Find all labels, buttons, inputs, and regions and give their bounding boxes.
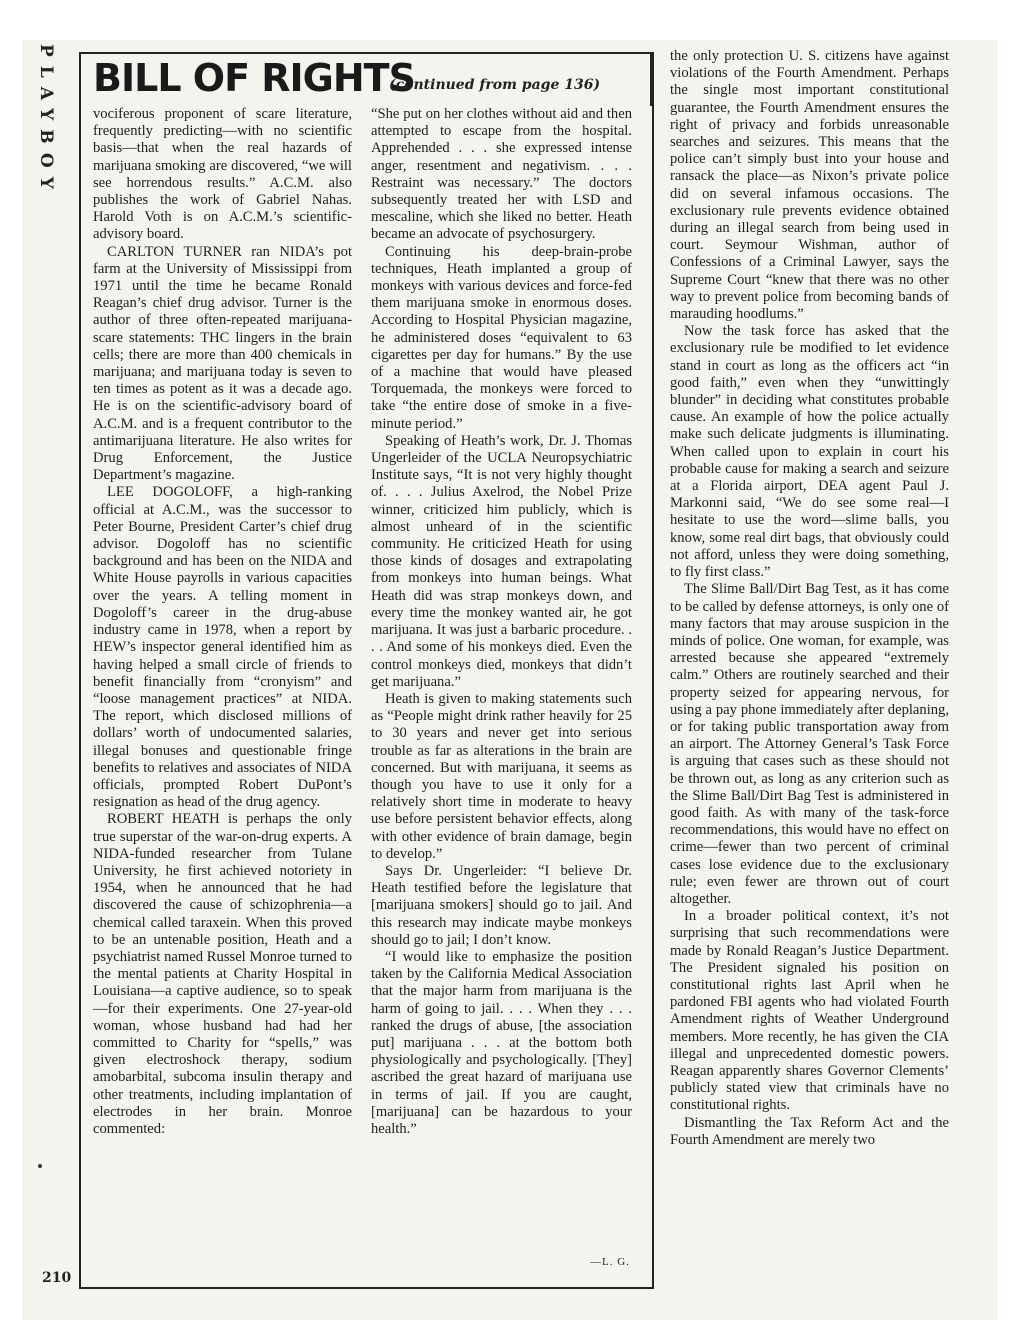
text-column-2 bbox=[371, 106, 632, 1138]
paragraph: In a broader political context, it’s not surprising that such recommendations were made by Ronald Reagan’s Justice Department. The President signaled his position on constitutional rights last April when he pardoned FBI agents who had violated Fourth Amendment rights of Weather Underground members. More recently, he has given the CIA illegal and unprecedented domestic powers. Reagan apparently shares Governor Clements’ publicly stated view that criminals have no constitutional rights. bbox=[670, 908, 949, 1114]
box-border-bottom bbox=[79, 1287, 654, 1289]
magazine-name: PLAYBOY bbox=[36, 44, 56, 198]
paragraph: The Slime Ball/Dirt Bag Test, as it has come to be called by defense attorneys, is only one of many factors that may arouse suspicion in the minds of police. One woman, for example, was arrested because she appeared “extremely calm.” Others are routinely searched and their property seized for appearing nervous, for using a pay phone immediately after deplaning, or for taking public transportation away from an airport. The Attorney General’s Task Force is arguing that cases such as these should not be thrown out, as long as any criterion such as the Slime Ball/Dirt Bag Test is administered in good faith. As with many of the task-force recommendations, this would have no effect on crime—fewer than two percent of criminal cases lose evidence due to the exclusionary rule; even fewer are thrown out of court altogether. bbox=[670, 581, 949, 907]
article-header bbox=[79, 52, 652, 106]
paragraph: LEE DOGOLOFF, a high-ranking official at A.C.M., was the successor to Peter Bourne, President Carter’s chief drug advisor. Dogoloff has no scientific background and has been on the NIDA and White House payrolls in various capacities over the years. A telling moment in Dogoloff’s career in the drug-abuse industry came in 1978, when a report by HEW’s inspector general identified him as having helped a small circle of friends to benefit financially from “cronyism” and “loose management practices” at NIDA. The report, which disclosed millions of dollars’ worth of undocumented salaries, illegal bonuses and questionable fringe benefits to relatives and associates of NIDA officials, prompted Robert DuPont’s resignation as head of the drug agency. bbox=[93, 484, 352, 811]
magazine-name-label bbox=[34, 44, 62, 204]
text-column-1 bbox=[93, 106, 352, 1138]
paragraph: Says Dr. Ungerleider: “I believe Dr. Heath testified before the legislature that [marijuana smokers] should go to jail. And this research may indicate maybe monkeys should go to jail; I don’t know. bbox=[371, 862, 632, 948]
paragraph: Now the task force has asked that the exclusionary rule be modified to let evidence stand in court as long as the officers act “in good faith,” even when they “unwittingly blunder” in deciding what constitutes probable cause. An example of how the police actually make such delicate judgments is illuminating. When called upon to explain in court his probable cause for making a search and seizure at a Florida airport, DEA agent Paul J. Markonni said, “We do see some real—I hesitate to use the word—slime balls, you know, some real dirt bags, that obviously could not afford, unless they were doing something, to fly first class.” bbox=[670, 323, 949, 581]
article-title: BILL OF RIGHTS bbox=[93, 56, 415, 100]
box-border-right bbox=[652, 52, 654, 1289]
paragraph: Dismantling the Tax Reform Act and the Fourth Amendment are merely two bbox=[670, 1114, 949, 1148]
paragraph: the only protection U. S. citizens have against violations of the Fourth Amendment. Perhaps the single most important constitutional guarantee, the Fourth Amendment ensures the right of privacy and forbids unreasonable searches and seizures. This means that the police can’t simply bust into your house and ransack the place—as Nixon’s private police did on several infamous occasions. The exclusionary rule prevents evidence obtained during an illegal search from being used in court. Seymour Wishman, author of Confessions of a Criminal Lawyer, says the Supreme Court “knew that there was no other way to prevent police from becoming bands of marauding hoodlums.” bbox=[670, 48, 949, 323]
paragraph: Speaking of Heath’s work, Dr. J. Thomas Ungerleider of the UCLA Neuropsychiatric Institute says, “It is not very highly thought of. . . . Julius Axelrod, the Nobel Prize winner, criticized him publicly, which is almost unheard of in the scientific community. He criticized Heath for using those kinds of dosages and extrapolating from monkeys into human beings. What Heath did was strap monkeys down, and every time the monkey wanted air, he got marijuana. It was just a barbaric procedure. . . . And some of his monkeys died. Even the control monkeys died, monkeys that didn’t get marijuana.” bbox=[371, 432, 632, 690]
paragraph: vociferous proponent of scare literature, frequently predicting—with no scientific basis—that when the real hazards of marijuana smoking are discovered, “we will see horrendous results.” A.C.M. also publishes the work of Gabriel Nahas. Harold Voth is on A.C.M.’s scientific-advisory board. bbox=[93, 106, 352, 243]
continued-note: (continued from page 136) bbox=[389, 77, 601, 93]
paragraph: “She put on her clothes without aid and then attempted to escape from the hospital. Apprehended . . . she expressed intense anger, resentment and negativism. . . . Restraint was necessary.” The doctors subsequently treated her with LSD and mescaline, which she liked no better. Heath became an advocate of psychosurgery. bbox=[371, 106, 632, 243]
paragraph: CARLTON TURNER ran NIDA’s pot farm at the University of Mississippi from 1971 until the time he became Ronald Reagan’s chief drug advisor. Turner is the author of three often-repeated marijuana-scare statements: THC lingers in the brain cells; there are more than 400 chemicals in marijuana; and marijuana today is seven to ten times as potent as it was a decade ago. He is on the scientific-advisory board of A.C.M. and is a frequent contributor to the antimarijuana literature. He also writes for Drug Enforcement, the Justice Department’s magazine. bbox=[93, 243, 352, 484]
author-signature: —L. G. bbox=[590, 1256, 630, 1268]
box-border-left bbox=[79, 106, 81, 1289]
margin-dot bbox=[38, 1164, 42, 1168]
text-column-3 bbox=[670, 48, 949, 1149]
paragraph: Heath is given to making statements such as “People might drink rather heavily for 25 to 30 years and never get into serious trouble as far as alterations in the brain are concerned. But with marijuana, it seems as though you have to use it only for a relatively short time in moderate to heavy use before persistent behavior effects, along with other evidence of brain damage, begin to develop.” bbox=[371, 690, 632, 862]
paragraph: Continuing his deep-brain-probe techniques, Heath implanted a group of monkeys with various devices and force-fed them marijuana smoke in enormous doses. According to Hospital Physician magazine, he administered doses “equivalent to 63 cigarettes per day for humans.” By the use of a machine that would have pleased Torquemada, the monkeys were forced to take “the entire dose of smoke in a five-minute period.” bbox=[371, 243, 632, 432]
paragraph: ROBERT HEATH is perhaps the only true superstar of the war-on-drug experts. A NIDA-funded researcher from Tulane University, he first achieved notoriety in 1954, when he announced that he had discovered the cause of schizophrenia—a chemical called taraxein. When this proved to be an untenable position, Heath and a psychiatrist named Russel Monroe turned to the mental patients at Charity Hospital in Louisiana—a captive audience, so to speak—for their experiments. One 27-year-old woman, whose husband had had her committed to Charity for “spells,” was given electroshock therapy, sodium amobarbital, subcoma insulin therapy and other treatments, including implantation of electrodes in her brain. Monroe commented: bbox=[93, 811, 352, 1137]
paragraph: “I would like to emphasize the position taken by the California Medical Association that the major harm from marijuana is the harm of going to jail. . . . When they . . . ranked the drugs of abuse, [the association put] marijuana . . . at the bottom both physiologically and psychologically. [They] ascribed the great hazard of marijuana use in terms of jail. If you are caught, [marijuana] can be hazardous to your health.” bbox=[371, 948, 632, 1137]
page-number: 210 bbox=[42, 1270, 72, 1286]
